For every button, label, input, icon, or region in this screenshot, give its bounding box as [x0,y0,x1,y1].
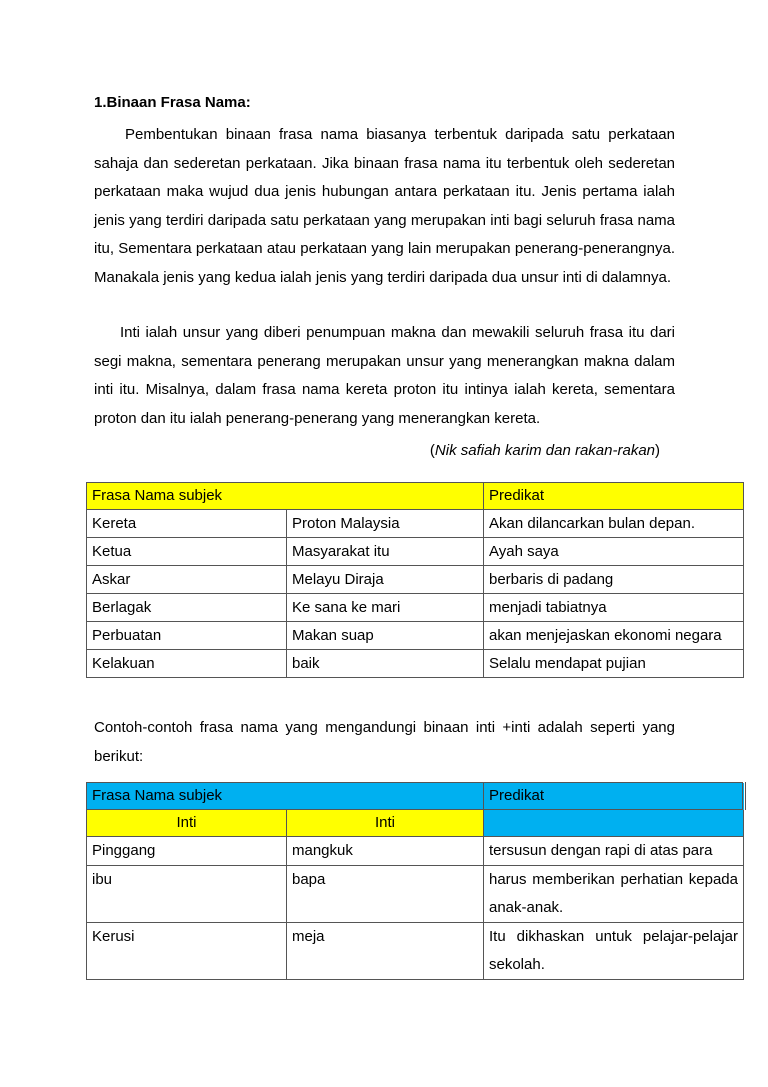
cell-predikat: Akan dilancarkan bulan depan. [484,510,744,538]
cell-predikat: Selalu mendapat pujian [484,650,744,678]
cell-inti-1: Kerusi [87,923,287,980]
cell-inti: Askar [87,566,287,594]
table-row [87,622,744,650]
table-row [87,923,744,980]
table-row [87,650,744,678]
cell-penerang: Masyarakat itu [287,538,484,566]
citation-text: Nik safiah karim dan rakan-rakan [434,442,655,459]
cell-predikat: Ayah saya [484,538,744,566]
citation-close: ) [655,442,660,459]
cell-predikat: harus memberikan perhatian kepada anak-anak. [484,866,744,923]
paragraph-binaan: Pembentukan binaan frasa nama biasanya terbentuk daripada satu perkataan sahaja dan sederetan perkataan. Jika binaan frasa nama itu terbentuk oleh sederetan perkataan maka wujud dua jenis hubungan antara perkataan itu. Jenis pertama ialah jenis yang terdiri daripada satu perkataan yang merupakan inti bagi seluruh frasa nama itu, Sementara perkataan atau perkataan yang lain merupakan penerang-penerangnya. Manakala jenis yang kedua ialah jenis yang terdiri daripada dua unsur inti di dalamnya. [94,126,675,286]
cell-predikat: akan menjejaskan ekonomi negara [484,622,744,650]
citation-open: ( [429,442,435,459]
table-row [87,837,744,866]
cell-inti-2: bapa [287,866,484,923]
cell-predikat: menjadi tabiatnya [484,594,744,622]
cell-predikat: Itu dikhaskan untuk pelajar-pelajar sekolah. [484,923,744,980]
cell-inti-1: Pinggang [87,837,287,866]
cell-inti: Ketua [87,538,287,566]
citation [430,442,660,459]
paragraph-inti: Inti ialah unsur yang diberi penumpuan makna dan mewakili seluruh frasa itu dari segi makna, sementara penerang merupakan unsur yang menerangkan makna dalam inti itu. Misalnya, dalam frasa nama kereta proton itu intinya ialah kereta, sementara proton dan itu ialah penerang-penerang yang menerangkan kereta. [94,324,675,427]
cell-inti: Perbuatan [87,622,287,650]
table-header-row [87,483,744,510]
table-frasa-nama-inti-inti [86,782,746,980]
cell-predikat: tersusun dengan rapi di atas para [484,837,744,866]
table-row [87,566,744,594]
table-row [87,594,744,622]
header-predikat: Predikat [484,483,744,510]
header-frasa-nama-subjek: Frasa Nama subjek [87,483,484,510]
cell-inti: Kereta [87,510,287,538]
cell-predikat: berbaris di padang [484,566,744,594]
table-row [87,510,744,538]
cell-inti: Berlagak [87,594,287,622]
cell-penerang: Melayu Diraja [287,566,484,594]
cell-inti-1: ibu [87,866,287,923]
cell-penerang: baik [287,650,484,678]
header-predikat: Predikat [484,783,744,810]
table-header-row [87,783,744,810]
cell-penerang: Proton Malaysia [287,510,484,538]
table-row [87,866,744,923]
cell-inti-2: mangkuk [287,837,484,866]
table-subheader-row [87,810,744,837]
section-heading: 1.Binaan Frasa Nama: [94,94,251,111]
table-row [87,538,744,566]
cell-inti: Kelakuan [87,650,287,678]
subheader-inti-1: Inti [87,810,287,837]
header-frasa-nama-subjek: Frasa Nama subjek [87,783,484,810]
subheader-predikat-blank [484,810,744,837]
cell-penerang: Ke sana ke mari [287,594,484,622]
cell-inti-2: meja [287,923,484,980]
cell-penerang: Makan suap [287,622,484,650]
paragraph-contoh: Contoh-contoh frasa nama yang mengandungi binaan inti +inti adalah seperti yang berikut: [94,719,675,765]
subheader-inti-2: Inti [287,810,484,837]
table-frasa-nama-1 [86,482,744,678]
